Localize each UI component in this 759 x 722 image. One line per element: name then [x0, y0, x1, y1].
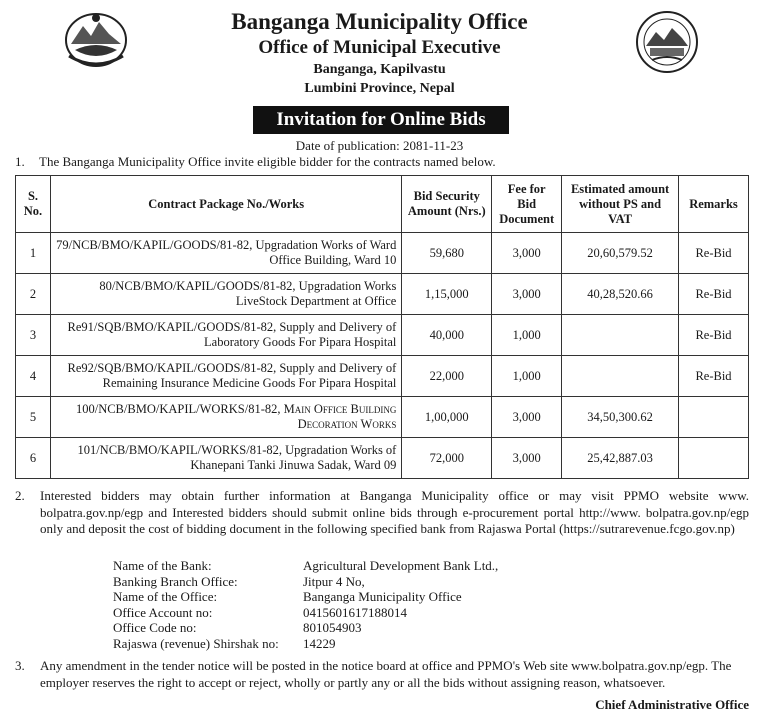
bank-label: Rajaswa (revenue) Shirshak no:: [113, 635, 279, 651]
clause-text: Any amendment in the tender notice will be posted in the notice board at office and PPMO's Web site www.bolpatra.gov.np/egp. The employer reserves the right to accept or reject, wholly or partly any or all the bids without assigning reason, whatsoever.: [40, 658, 732, 690]
bank-value: Agricultural Development Bank Ltd.,: [303, 558, 499, 573]
bank-label: Banking Branch Office:: [113, 573, 238, 589]
table-header-row: [16, 176, 749, 233]
cell-remarks: [679, 397, 749, 438]
bank-row: [113, 605, 498, 621]
header-remarks: Remarks: [679, 176, 749, 233]
table-row: [16, 397, 749, 438]
cell-bid: 1,15,000: [402, 274, 492, 315]
bank-row: [113, 636, 498, 652]
header-estimated: Estimated amount without PS and VAT: [562, 176, 679, 233]
office-title: Banganga Municipality Office: [231, 9, 528, 34]
cell-bid: 59,680: [402, 233, 492, 274]
clause-text: Interested bidders may obtain further information at Banganga Municipality office or may visit PPMO website www. bolpatra.gov.np/egp and Interested bidders should submit online bids through e-procurement portal http://www. bolpatra.gov.np/egp only and deposit the cost of bidding document in the following specified bank from Rajaswa Portal (https://sutrarevenue.fcgo.gov.np): [40, 488, 749, 536]
publication-date: Date of publication: 2081-11-23: [295, 138, 464, 153]
notice-title-banner: Invitation for Online Bids: [253, 106, 509, 134]
bank-label: Name of the Office:: [113, 589, 218, 604]
cell-bid: 22,000: [402, 356, 492, 397]
clause-text: The Banganga Municipality Office invite eligible bidder for the contracts named below.: [39, 154, 496, 169]
bank-value: Jitpur 4 No,: [303, 573, 365, 589]
cell-fee: 3,000: [492, 233, 562, 274]
clause-number: 2.: [15, 488, 25, 503]
bank-value: 801054903: [303, 620, 362, 635]
cell-bid: 1,00,000: [402, 397, 492, 438]
bank-row: [113, 558, 498, 574]
bank-label: Name of the Bank:: [113, 558, 212, 573]
cell-fee: 1,000: [492, 315, 562, 356]
cell-bid: 72,000: [402, 438, 492, 479]
cell-fee: 1,000: [492, 356, 562, 397]
nepal-emblem-icon: [63, 10, 129, 68]
clause-number: 3.: [15, 658, 25, 673]
bank-details: [113, 558, 498, 651]
cell-remarks: [679, 438, 749, 479]
cell-remarks: Re-Bid: [679, 233, 749, 274]
cell-fee: 3,000: [492, 438, 562, 479]
bank-row: [113, 620, 498, 636]
address-line-1: Banganga, Kapilvastu: [313, 62, 446, 77]
cell-work: 79/NCB/BMO/KAPIL/GOODS/81-82, Upgradation Works of Ward Office Building, Ward 10: [50, 233, 401, 274]
cell-work: 100/NCB/BMO/KAPIL/WORKS/81-82, Main Office Building Decoration Works: [50, 397, 401, 438]
cell-bid: 40,000: [402, 315, 492, 356]
clause-1: [15, 154, 496, 170]
clause-number: 1.: [15, 154, 25, 169]
address-line-2: Lumbini Province, Nepal: [304, 81, 455, 96]
cell-remarks: Re-Bid: [679, 356, 749, 397]
bank-value: 0415601617188014: [303, 604, 407, 620]
bank-value: 14229: [303, 635, 336, 651]
cell-estimate: 20,60,579.52: [562, 233, 679, 274]
header-sno: S. No.: [16, 176, 51, 233]
header-bid-security: Bid Security Amount (Nrs.): [402, 176, 492, 233]
bids-table: [15, 175, 749, 479]
table-row: [16, 233, 749, 274]
header-work: Contract Package No./Works: [50, 176, 401, 233]
clause-2: [15, 488, 749, 538]
cell-sno: 6: [16, 438, 51, 479]
cell-remarks: Re-Bid: [679, 274, 749, 315]
bank-row: [113, 589, 498, 605]
bank-value: Banganga Municipality Office: [303, 589, 462, 604]
cell-sno: 2: [16, 274, 51, 315]
cell-remarks: Re-Bid: [679, 315, 749, 356]
cell-estimate: 40,28,520.66: [562, 274, 679, 315]
cell-work: 80/NCB/BMO/KAPIL/GOODS/81-82, Upgradation Works LiveStock Department at Office: [50, 274, 401, 315]
cell-work: 101/NCB/BMO/KAPIL/WORKS/81-82, Upgradation Works of Khanepani Tanki Jinuwa Sadak, Ward 09: [50, 438, 401, 479]
cell-work: Re92/SQB/BMO/KAPIL/GOODS/81-82, Supply and Delivery of Remaining Insurance Medicine Goods For Pipara Hospital: [50, 356, 401, 397]
bank-label: Office Code no:: [113, 620, 197, 635]
table-row: [16, 315, 749, 356]
municipality-seal-icon: [632, 10, 702, 74]
cell-work: Re91/SQB/BMO/KAPIL/GOODS/81-82, Supply and Delivery of Laboratory Goods For Pipara Hospital: [50, 315, 401, 356]
cell-estimate: 25,42,887.03: [562, 438, 679, 479]
cell-sno: 3: [16, 315, 51, 356]
table-row: [16, 274, 749, 315]
table-row: [16, 438, 749, 479]
cell-fee: 3,000: [492, 274, 562, 315]
cell-sno: 1: [16, 233, 51, 274]
signature-title: Chief Administrative Office: [595, 697, 749, 712]
cell-estimate: [562, 315, 679, 356]
cell-fee: 3,000: [492, 397, 562, 438]
cell-sno: 4: [16, 356, 51, 397]
clause-3: [15, 658, 749, 691]
header-fee: Fee for Bid Document: [492, 176, 562, 233]
cell-estimate: 34,50,300.62: [562, 397, 679, 438]
cell-estimate: [562, 356, 679, 397]
office-subtitle: Office of Municipal Executive: [258, 37, 501, 58]
table-row: [16, 356, 749, 397]
cell-sno: 5: [16, 397, 51, 438]
bank-row: [113, 574, 498, 590]
bank-label: Office Account no:: [113, 604, 213, 620]
